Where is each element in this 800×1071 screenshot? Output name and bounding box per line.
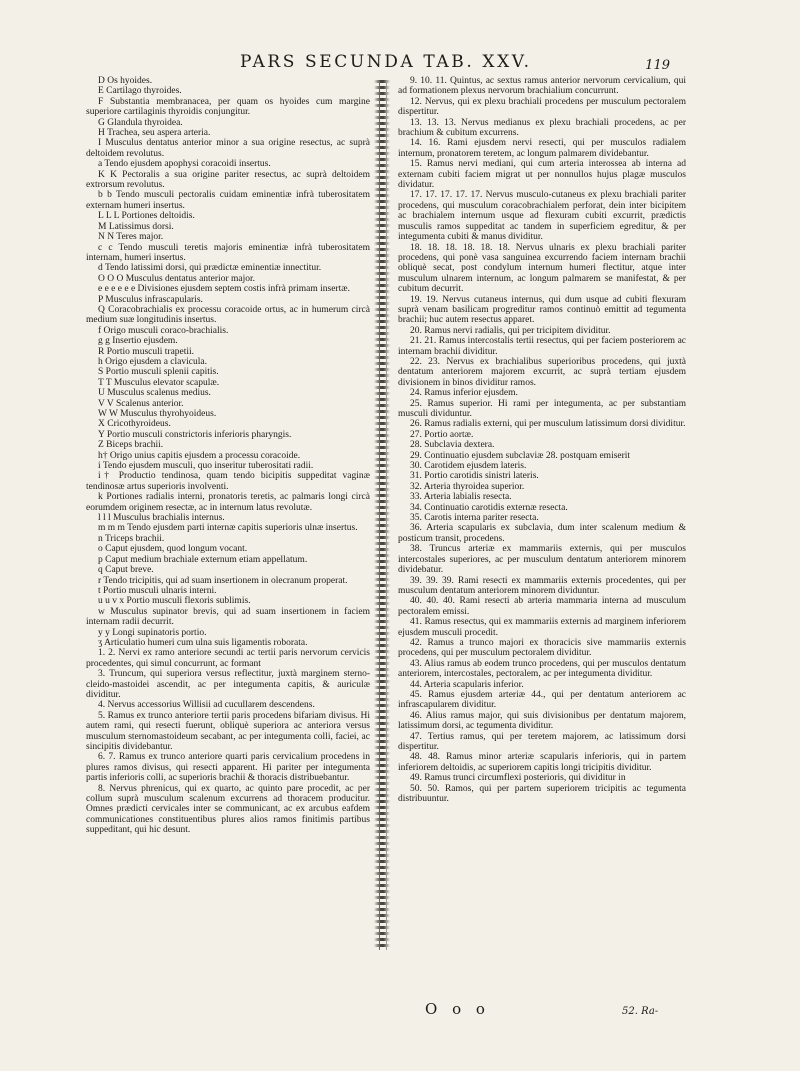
legend-entry: D Os hyoides. [98,76,153,86]
legend-entry: R Portio musculi trapetii. [98,346,195,357]
legend-entry: Z Biceps brachii. [98,440,164,451]
legend-entry: 26. Ramus radialis externi, qui per musculum latissimum dorsi dividitur. [410,419,686,430]
legend-entry: M Latissimus dorsi. [98,221,174,232]
legend-entry: 25. Ramus superior. Hi rami per integumenta, ac per substantiam musculi dividuntur. [398,398,686,419]
legend-entry: r Tendo tricipitis, qui ad suam insertionem in olecranum properat. [98,575,348,586]
legend-entry: 44. Arteria scapularis inferior. [410,679,524,690]
legend-entry: 12. Nervus, qui ex plexu brachiali procedens per musculum pectoralem dispertitur. [398,96,686,118]
right-text-column [398,76,686,1000]
legend-entry: 39. 39. 39. Rami resecti ex mammariis externis procedentes, qui per musculum dentatum anteriorem minorem dividuntur. [398,575,686,596]
legend-entry: a Tendo ejusdem apophysi coracoidi insertus. [98,159,271,170]
legend-entry: 27. Portio aortæ. [410,429,474,440]
legend-entry: 18. 18. 18. 18. 18. 18. Nervus ulnaris ex plexu brachiali pariter procedens, qui ponè vasa sanguinea excurrendo faciem internam brachii obliquè secat, post condylum internum humeri flectitur, atque inter musculum ulnarem internum, ac longum palmarem se manifestat, & per cubitum decurrit. [398,242,686,295]
legend-entry: V V Scalenus anterior. [98,398,184,409]
legend-entry: 46. Alius ramus major, qui suis divisionibus per dentatum majorem, latissimum dorsi, ac tegumenta dividitur. [398,710,686,732]
legend-entry: 3. Truncum, qui superiora versus reflectitur, juxtà marginem sterno-cleido-mastoidei ascendit, ac per integumenta capitis, & auriculæ dividitur. [86,669,370,700]
legend-entry: 31. Portio carotidis sinistri lateris. [410,471,539,482]
legend-entry: E Cartilago thyroides. [98,86,182,97]
legend-entry: h Origo ejusdem a clavicula. [98,356,207,367]
legend-entry: c c Tendo musculi teretis majoris eminentiæ infrà tuberositatem internam, humeri insertus. [86,242,370,263]
legend-entry: L L L Portiones deltoidis. [98,211,195,222]
legend-entry: i Tendo ejusdem musculi, quo inseritur tuberositati radii. [98,461,314,472]
legend-entry: g g Insertio ejusdem. [98,336,178,347]
legend-entry: 24. Ramus inferior ejusdem. [410,388,518,399]
legend-entry: O O O Musculus dentatus anterior major. [98,273,255,284]
legend-entry: 8. Nervus phrenicus, qui ex quarto, ac quinto pare procedit, ac per collum suprà musculum scalenum excurrens ad thoracem producitur. Omnes prædicti cervicales inter se communicant, ac ex arcubus eafdem communicationes constituentibus plures alios ramos finitimis partibus suppeditant, qui hic desunt. [86,783,370,836]
legend-entry: ʒ Articulatio humeri cum ulna suis ligamentis roborata. [98,637,308,648]
legend-entry: 49. Ramus trunci circumflexi posterioris, qui dividitur in [410,773,626,784]
legend-entry: 45. Ramus ejusdem arteriæ 44., qui per dentatum anteriorem ac infrascapularem dividitur. [398,689,686,711]
legend-entry: U Musculus scalenus medius. [98,388,211,399]
legend-entry: X Cricothyroideus. [98,419,171,430]
legend-entry: S Portio musculi splenii capitis. [98,367,219,378]
legend-entry: 43. Alius ramus ab eodem trunco procedens, qui per musculos dentatum anteriorem, intercostales, pectoralem, ac per integumenta dividitur. [398,658,686,680]
legend-entry: Q Coracobrachialis ex processu coracoide ortus, ac in humerum circà medium suæ longitudinis insertus. [86,304,370,326]
legend-entry: 15. Ramus nervi mediani, qui cum arteria interossea ab interna ad externam cubiti faciem migrat ut per nonnullos hujus plagæ musculos dividatur. [398,159,686,191]
legend-entry: 5. Ramus ex trunco anteriore tertii paris procedens bifariam divisus. Hi autem rami, qui resecti fuerunt, obliquè superiora ac anteriora versus musculum sternomastoideum secabant, ac per integumenta colli, faciei, ac sincipitis dividebantur. [86,710,370,752]
legend-entry: q Caput breve. [98,565,154,576]
legend-entry: 50. 50. Ramos, qui per partem superiorem tricipitis ac tegumenta distribuuntur. [398,783,686,805]
legend-entry: i† Productio tendinosa, quam tendo bicipitis suppeditat vaginæ tendinosæ artus superioris involventi. [86,471,370,492]
legend-entry: 14. 16. Rami ejusdem nervi resecti, qui per musculos radialem internum, pronatorem teretem, ac longum palmarem dividebantur. [398,138,686,159]
legend-entry: 38. Truncus arteriæ ex mammariis externis, qui per musculos intercostales superiores, ac per musculum dentatum anteriorem minorem dividebatur. [398,544,686,576]
legend-entry: 33. Arteria labialis resecta. [410,492,512,503]
legend-entry: 4. Nervus accessorius Willisii ad cucullarem descendens. [98,700,315,711]
legend-entry: 1. 2. Nervi ex ramo anteriore secundi ac tertii paris nervorum cervicis procedentes, qui simul concurrunt, ac formant [86,648,370,669]
legend-entry: 36. Arteria scapularis ex subclavia, dum inter scalenum medium & posticum transit, procedens. [398,523,686,544]
legend-entry: 28. Subclavia dextera. [410,440,495,451]
legend-entry: 19. 19. Nervus cutaneus internus, qui dum usque ad cubiti flexuram suprà venam basilicam progreditur ramos continuò emittit ad tegumenta brachii; huc autem resectus apparet. [398,294,686,326]
legend-entry: I Musculus dentatus anterior minor a sua origine resectus, ac suprà deltoidem revolutus. [86,138,370,159]
legend-entry: 6. 7. Ramus ex trunco anteriore quarti paris cervicalium procedens in plures ramos divisus, qui resecti apparent. Hi pariter per integumenta partis inferioris colli, ac superioris brachii & thoracis distribuebantur. [86,752,370,784]
legend-entry: l l l Musculus brachialis internus. [98,513,225,524]
legend-entry: 40. 40. 40. Rami resecti ab arteria mammaria interna ad musculum pectoralem emissi. [398,596,686,617]
legend-entry: f Origo musculi coraco-brachialis. [98,325,229,336]
page-title: PARS SECUNDA TAB. XXV. [240,52,532,72]
legend-entry: 42. Ramus a trunco majori ex thoracicis sive mammariis externis procedens, qui per musculum pectoralem dividitur. [398,637,686,659]
legend-entry: e e e e e e Divisiones ejusdem septem costis infrà primam insertæ. [98,284,350,295]
legend-entry: T T Musculus elevator scapulæ. [98,377,220,388]
legend-entry: W W Musculus thyrohyoideus. [98,409,217,419]
legend-entry: m m m Tendo ejusdem parti internæ capitis superioris ulnæ insertus. [98,523,358,534]
legend-entry: F Substantia membranacea, per quam os hyoides cum margine superiore cartilaginis thyroidis conjungitur. [86,96,370,118]
legend-entry: K K Pectoralis a sua origine pariter resectus, ac suprà deltoidem extrorsum revolutus. [86,169,370,191]
legend-entry: N N Teres major. [98,232,164,243]
legend-entry: 29. Continuatio ejusdem subclaviæ 28. postquam emiserit [410,450,631,461]
legend-entry: d Tendo latissimi dorsi, qui prædictæ eminentiæ innectitur. [98,263,322,274]
legend-entry: 21. 21. Ramus intercostalis tertii resectus, qui per faciem posteriorem ac internam brachii dividitur. [398,336,686,357]
legend-entry: 13. 13. 13. Nervus medianus ex plexu brachiali procedens, ac per brachium & cubitum excurrens. [398,117,686,139]
legend-entry: k Portiones radialis interni, pronatoris teretis, ac palmaris longi circà eorumdem originem resectæ, ac in internum latus revolutæ. [86,492,370,513]
legend-entry: 34. Continuatio carotidis externæ resecta. [410,502,568,513]
legend-entry: G Glandula thyroidea. [98,117,183,128]
legend-entry: 41. Ramus resectus, qui ex mammariis externis ad marginem inferiorem ejusdem musculi procedit. [398,617,686,638]
legend-entry: 20. Ramus nervi radialis, qui per tricipitem dividitur. [410,325,611,336]
legend-entry: 30. Carotidem ejusdem lateris. [410,461,527,472]
column-divider-ornament [374,80,390,950]
legend-entry: 9. 10. 11. Quintus, ac sextus ramus anterior nervorum cervicalium, qui ad formationem plexus nervorum brachialium concurrunt. [398,76,686,97]
legend-entry: H Trachea, seu aspera arteria. [98,128,211,139]
legend-entry: Y Portio musculi constrictoris inferioris pharyngis. [98,429,292,440]
legend-entry: 32. Arteria thyroidea superior. [410,481,525,492]
catchword: 52. Ra- [622,1006,659,1017]
legend-entry: u u v x Portio musculi flexoris sublimis. [98,596,251,607]
legend-entry: p Caput medium brachiale externum etiam appellatum. [98,554,308,565]
legend-entry: 17. 17. 17. 17. 17. Nervus musculo-cutaneus ex plexu brachiali pariter procedens, qui musculum coracobrachialem perforat, dein inter bicipitem ac brachialem internum usque ad flexuram cubiti excurrit, prædictis musculis ramos suppeditat ac tandem in superficiem egreditur, & per integumenta cubiti & manus dividitur. [398,190,686,243]
legend-entry: 48. 48. Ramus minor arteriæ scapularis inferioris, qui in partem inferiorem deltoidis, ac superiorem capitis longi tricipitis dividitur. [398,752,686,773]
legend-entry: 47. Tertius ramus, qui per teretem majorem, ac latissimum dorsi dispertitur. [398,731,686,752]
legend-entry: t Portio musculi ulnaris interni. [98,585,217,596]
legend-entry: w Musculus supinator brevis, qui ad suam insertionem in faciem internam radii decurrit. [86,606,370,628]
left-text-column [86,76,370,976]
legend-entry: 35. Carotis interna pariter resecta. [410,513,539,524]
legend-entry: P Musculus infrascapularis. [98,294,203,305]
legend-entry: y y Longi supinatoris portio. [98,627,207,638]
printer-signature-mark: O o o [425,1000,490,1018]
legend-entry: n Triceps brachii. [98,533,165,544]
legend-entry: 22. 23. Nervus ex brachialibus superioribus procedens, qui juxtà dentatum anteriorem majorem excurrit, ac suprà tertiam ejusdem divisionem in binos dividitur ramos. [398,356,686,388]
page-number: 119 [645,58,670,73]
legend-entry: b b Tendo musculi pectoralis cuidam eminentiæ infrà tuberositatem externam humeri insertus. [86,190,370,211]
legend-entry: o Caput ejusdem, quod longum vocant. [98,544,248,555]
legend-entry: h† Origo unius capitis ejusdem a processu coracoide. [98,450,301,461]
